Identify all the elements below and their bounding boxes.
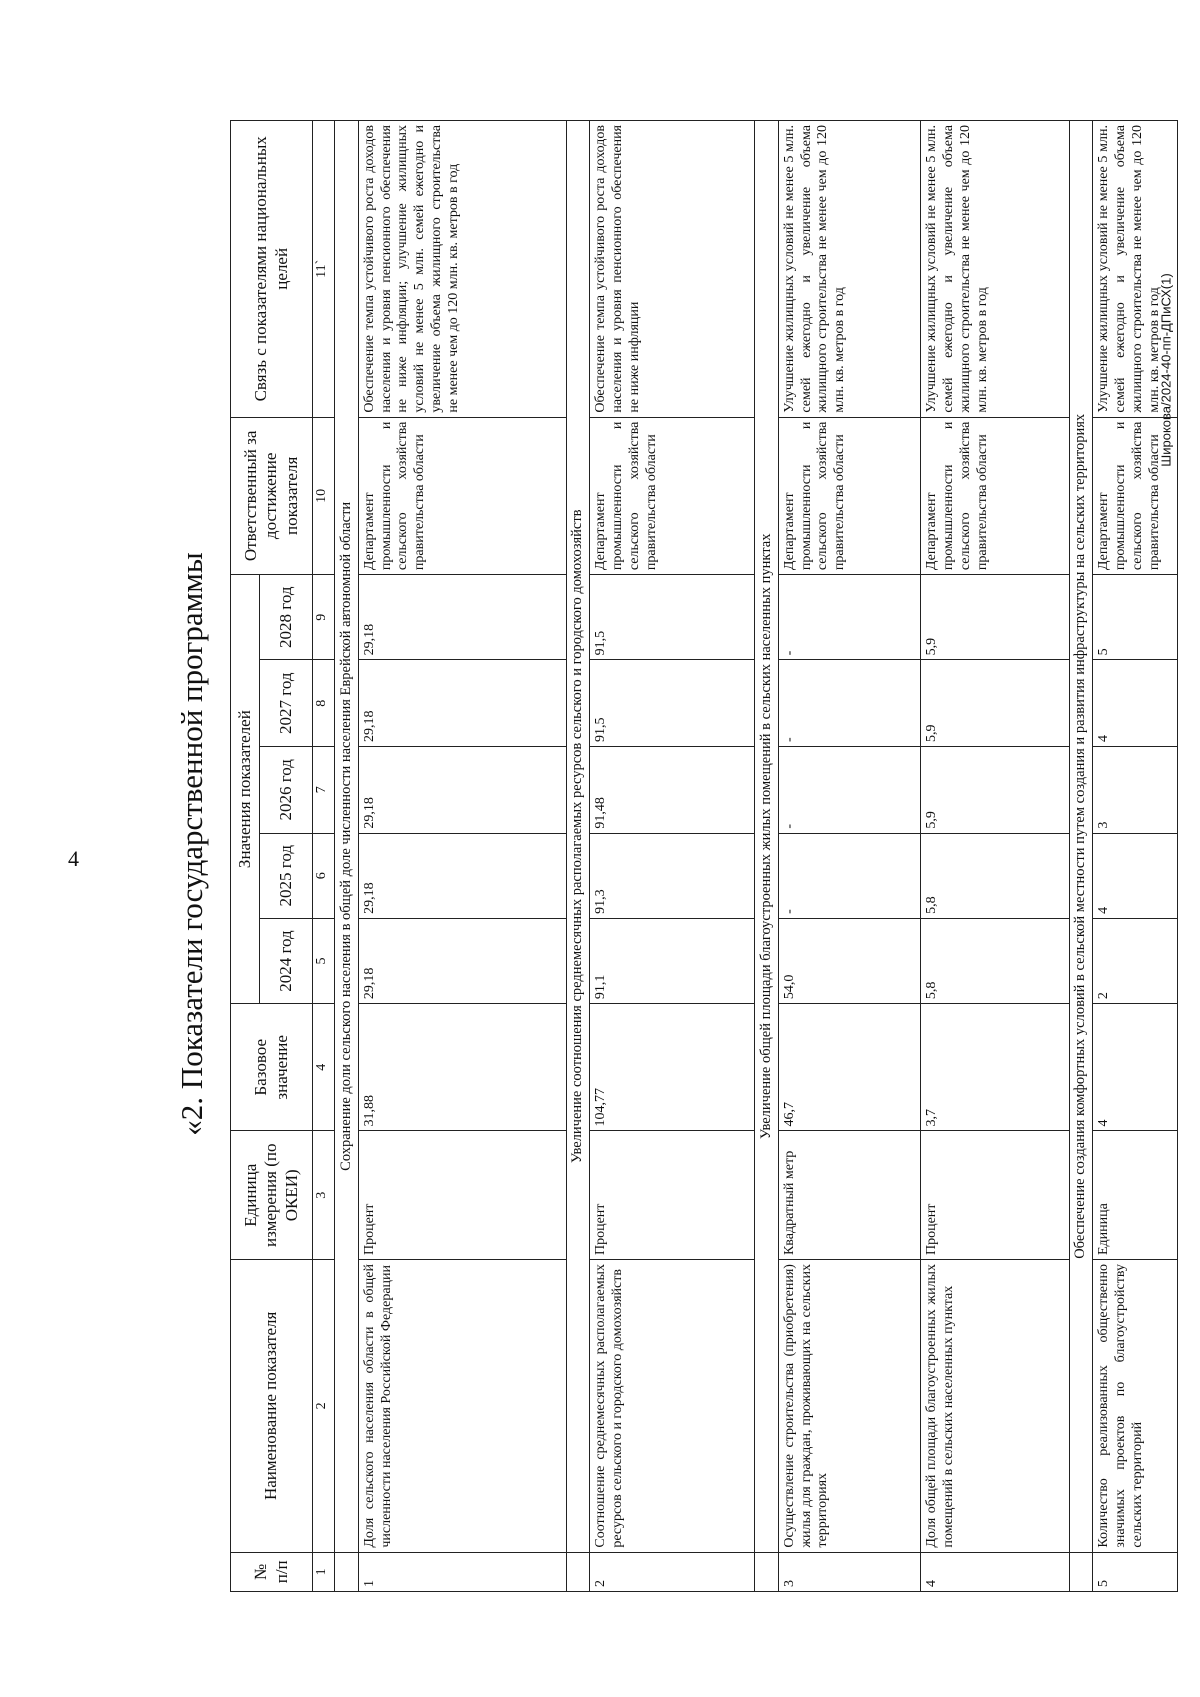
indicator-unit: Единица (1093, 1131, 1177, 1260)
national-goal-link: Улучшение жилищных условий не менее 5 млн. семей ежегодно и увеличение объема жилищного строительства не менее чем до 120 млн. кв. метров в год (1093, 121, 1177, 418)
section-spacer (566, 1552, 590, 1591)
indicator-base: 46,7 (778, 1004, 921, 1131)
table-row (778, 121, 921, 1592)
value-2025: 29,18 (358, 833, 566, 918)
section-row (335, 121, 359, 1592)
value-2024: 91,1 (590, 918, 755, 1003)
responsible: Департамент промышленности и сельского хозяйства правительства области (921, 417, 1069, 574)
header-year-2026: 2026 год (260, 747, 313, 834)
document-code: Широкова/2024-40-пп-ДПиСХ(1) (1158, 273, 1174, 467)
indicator-unit: Процент (921, 1131, 1069, 1260)
header-year-2024: 2024 год (260, 918, 313, 1003)
value-2027: 29,18 (358, 660, 566, 747)
value-2026: 91,48 (590, 747, 755, 834)
row-num: 3 (778, 1552, 921, 1591)
value-2027: 5,9 (921, 660, 1069, 747)
rotated-table-wrapper (230, 120, 1162, 1592)
indicator-name: Доля сельского населения области в общей численности населения Российской Федерации (358, 1260, 566, 1553)
value-2028: - (778, 575, 921, 660)
row-num: 4 (921, 1552, 1069, 1591)
section-title: Обеспечение создания комфортных условий в сельской местности путем создания и развития инфраструктуры на сельских территориях (1069, 121, 1093, 1553)
table-row (358, 121, 566, 1592)
value-2026: 5,9 (921, 747, 1069, 834)
header-num: № п/п (231, 1552, 313, 1591)
national-goal-link: Обеспечение темпа устойчивого роста доходов населения и уровня пенсионного обеспечения не ниже инфляции; улучшение жилищных условий не менее 5 млн. семей ежегодно и увеличение объема жилищного строительства не менее чем до 120 млн. кв. метров в год (358, 121, 566, 418)
section-title: Увеличение соотношения среднемесячных располагаемых ресурсов сельского и городского домохозяйств (566, 121, 590, 1553)
responsible: Департамент промышленности и сельского хозяйства правительства области (1093, 417, 1177, 574)
header-year-2028: 2028 год (260, 575, 313, 660)
section-title: Увеличение общей площади благоустроенных жилых помещений в сельских населенных пунктах (755, 121, 779, 1553)
indicators-table (230, 120, 1178, 1592)
value-2028: 91,5 (590, 575, 755, 660)
value-2027: 91,5 (590, 660, 755, 747)
national-goal-link: Улучшение жилищных условий не менее 5 млн. семей ежегодно и увеличение объема жилищного строительства не менее чем до 120 млн. кв. метров в год (921, 121, 1069, 418)
header-row-1 (231, 121, 260, 1592)
column-number: 2 (313, 1260, 335, 1553)
row-num: 5 (1093, 1552, 1177, 1591)
section-spacer (755, 1552, 779, 1591)
header-responsible: Ответственный за достижение показателя (231, 417, 313, 574)
section-row (1069, 121, 1093, 1592)
indicator-base: 104,77 (590, 1004, 755, 1131)
indicator-base: 4 (1093, 1004, 1177, 1131)
value-2024: 5,8 (921, 918, 1069, 1003)
section-title: Сохранение доли сельского населения в общей доле численности населения Еврейской автономной области (335, 121, 359, 1553)
value-2028: 5,9 (921, 575, 1069, 660)
value-2024: 54,0 (778, 918, 921, 1003)
column-number: 9 (313, 575, 335, 660)
value-2024: 29,18 (358, 918, 566, 1003)
value-2026: 29,18 (358, 747, 566, 834)
header-base: Базовое значение (231, 1004, 313, 1131)
value-2025: 5,8 (921, 833, 1069, 918)
column-number: 1 (313, 1552, 335, 1591)
table-row (921, 121, 1069, 1592)
value-2024: 2 (1093, 918, 1177, 1003)
value-2026: 3 (1093, 747, 1177, 834)
header-values-group: Значения показателей (231, 575, 260, 1004)
value-2025: 4 (1093, 833, 1177, 918)
indicator-name: Соотношение среднемесячных располагаемых ресурсов сельского и городского домохозяйств (590, 1260, 755, 1553)
row-num: 1 (358, 1552, 566, 1591)
indicator-base: 31,88 (358, 1004, 566, 1131)
value-2027: 4 (1093, 660, 1177, 747)
column-number: 7 (313, 747, 335, 834)
section-spacer (1069, 1552, 1093, 1591)
column-numbers-row (313, 121, 335, 1592)
national-goal-link: Улучшение жилищных условий не менее 5 млн. семей ежегодно и увеличение объема жилищного строительства не менее чем до 120 млн. кв. метров в год (778, 121, 921, 418)
header-year-2027: 2027 год (260, 660, 313, 747)
indicator-name: Количество реализованных общественно значимых проектов по благоустройству сельских территорий (1093, 1260, 1177, 1553)
value-2028: 5 (1093, 575, 1177, 660)
column-number: 8 (313, 660, 335, 747)
column-number: 10 (313, 417, 335, 574)
value-2026: - (778, 747, 921, 834)
header-year-2025: 2025 год (260, 833, 313, 918)
section-row (755, 121, 779, 1592)
indicator-name: Доля общей площади благоустроенных жилых помещений в сельских населенных пунктах (921, 1260, 1069, 1553)
national-goal-link: Обеспечение темпа устойчивого роста доходов населения и уровня пенсионного обеспечения не ниже инфляции (590, 121, 755, 418)
table-row (590, 121, 755, 1592)
responsible: Департамент промышленности и сельского хозяйства правительства области (590, 417, 755, 574)
indicator-unit: Квадратный метр (778, 1131, 921, 1260)
column-number: 11` (313, 121, 335, 418)
table-row (1093, 121, 1177, 1592)
value-2025: 91,3 (590, 833, 755, 918)
row-num: 2 (590, 1552, 755, 1591)
value-2028: 29,18 (358, 575, 566, 660)
section-spacer (335, 1552, 359, 1591)
column-number: 5 (313, 918, 335, 1003)
value-2027: - (778, 660, 921, 747)
column-number: 4 (313, 1004, 335, 1131)
column-number: 6 (313, 833, 335, 918)
indicator-unit: Процент (590, 1131, 755, 1260)
header-unit: Единица измерения (по ОКЕИ) (231, 1131, 313, 1260)
value-2025: - (778, 833, 921, 918)
column-number: 3 (313, 1131, 335, 1260)
section-row (566, 121, 590, 1592)
page-title: «2. Показатели государственной программы (174, 552, 209, 1136)
header-name: Наименование показателя (231, 1260, 313, 1553)
responsible: Департамент промышленности и сельского хозяйства правительства области (358, 417, 566, 574)
page-number: 4 (68, 846, 79, 871)
indicator-unit: Процент (358, 1131, 566, 1260)
indicator-base: 3,7 (921, 1004, 1069, 1131)
responsible: Департамент промышленности и сельского хозяйства правительства области (778, 417, 921, 574)
indicator-name: Осуществление строительства (приобретения) жилья для граждан, проживающих на сельских территориях (778, 1260, 921, 1553)
header-link: Связь с показателями национальных целей (231, 121, 313, 418)
